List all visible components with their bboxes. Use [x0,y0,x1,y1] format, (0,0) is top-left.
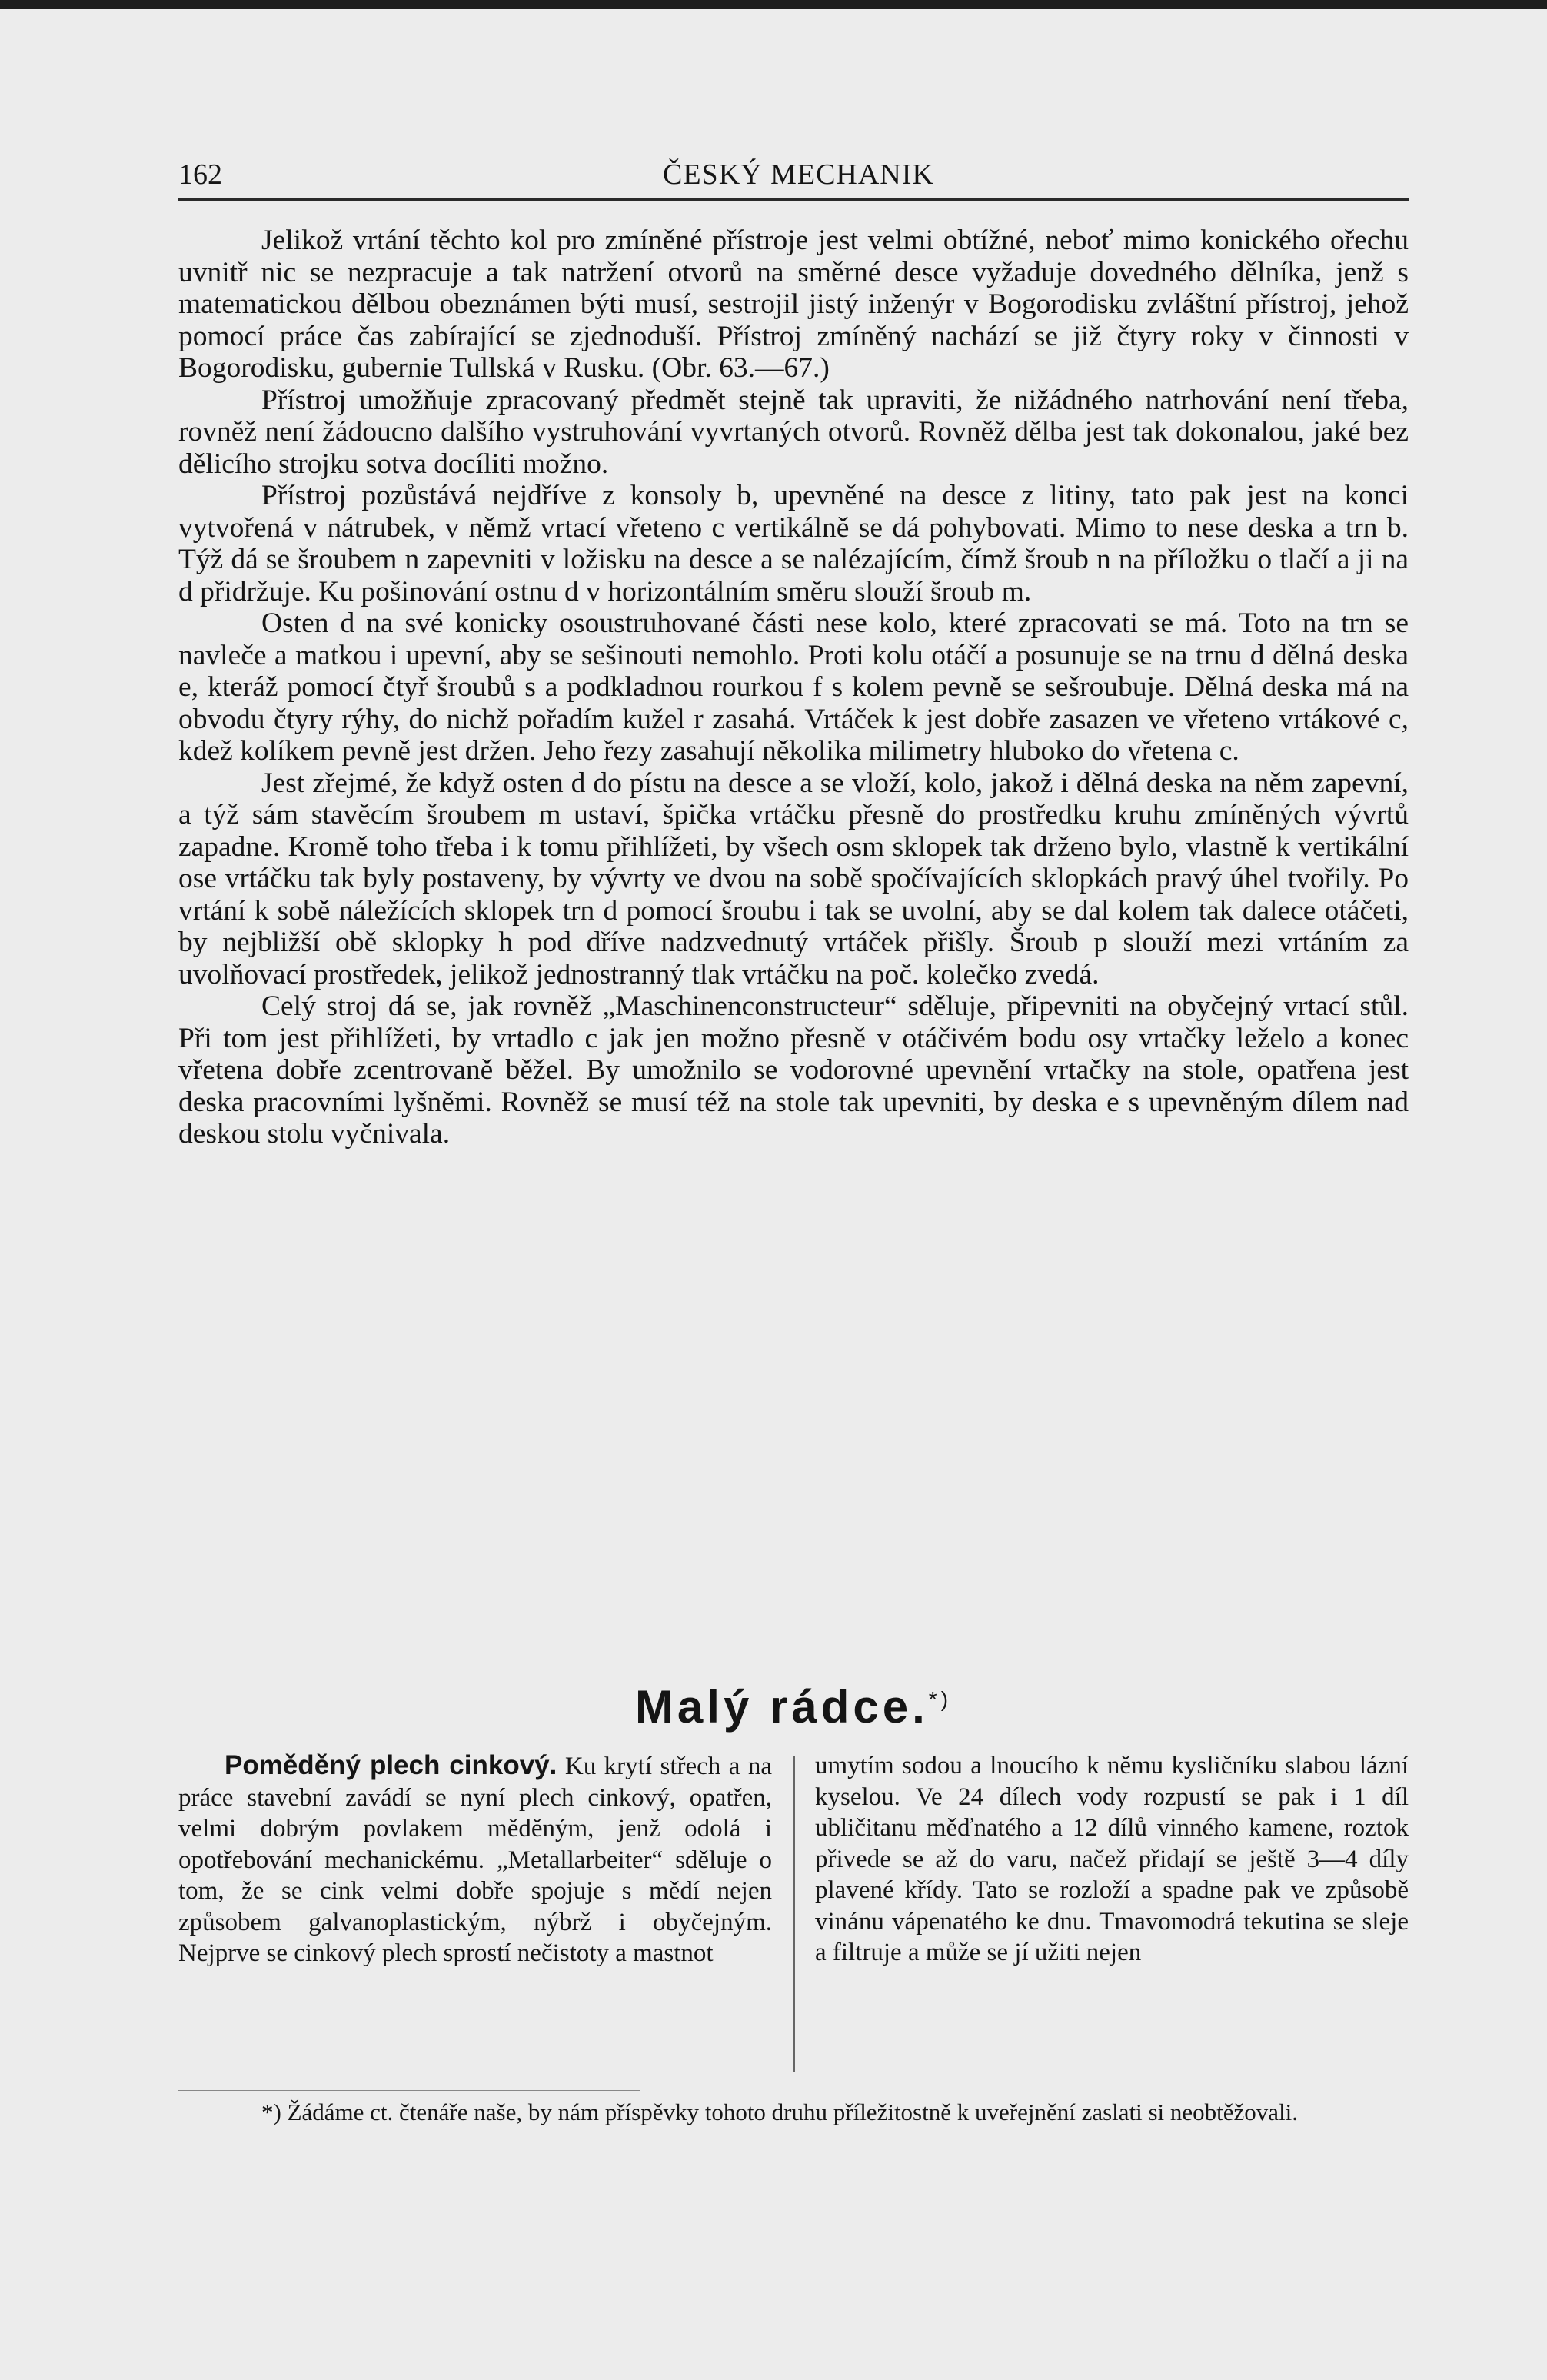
heading-footnote-mark: *) [928,1687,953,1711]
article-body [178,225,1409,1150]
paragraph: Jest zřejmé, že když osten d do pístu na desce a se vloží, kolo, jakož i dělná deska na něm zapevní, a týž sám stavěcím šroubem m ustaví, špička vrtáčku přesně do prostředku kruhu zmíněných vývrtů zapadne. Kromě toho třeba i k tomu přihlížeti, by všech osm sklopek tak drženo bylo, vlastně k vertikální ose vrtáčku tak byly postaveny, by vývrty ve dvou na sobě spočívajících sklopkách pravý úhel tvořily. Po vrtání k sobě náležících sklopek trn d pomocí šroubu i tak se uvolní, aby se dal kolem tak dalece otáčeti, by nejbližší obě sklopky h pod dříve nadzvednutý vrtáček přišly. Šroub p slouží mezi vrtáním za uvolňovací prostředek, jelikož jednostranný tlak vrtáčku na poč. kolečko zvedá. [178,767,1409,990]
paragraph: Přístroj pozůstává nejdříve z konsoly b, upevněné na desce z litiny, tato pak jest na konci vytvořená v nátrubek, v němž vrtací vřeteno c vertikálně se dá pohybovati. Mimo to nese deska a trn b. Týž dá se šroubem n zapevniti v ložisku na desce a se nalézajícím, čímž šroub n na příložku o tlačí a ji na d přidržuje. Ku pošinování ostnu d v horizontálním směru slouží šroub m. [178,480,1409,607]
footnote-rule [178,2090,640,2091]
section-heading [635,1669,952,1738]
left-column [178,1750,772,1969]
paragraph: Jelikož vrtání těchto kol pro zmíněné přístroje jest velmi obtížné, neboť mimo konického ořechu uvnitř nic se nezpracuje a tak natržení otvorů na směrné desce vyžaduje dovedného dělníka, jenž s matematickou dělbou obeznámen býti musí, sestrojil jistý inženýr v Bogorodisku zvláštní přístroj, jehož pomocí práce čas zabírající se zjednoduší. Přístroj zmíněný nachází se již čtyry roky v činnosti v Bogorodisku, gubernie Tullská v Rusku. (Obr. 63.—67.) [178,225,1409,384]
column-divider [793,1756,795,2072]
item-title: Poměděný plech cinkový. [225,1750,557,1780]
page-header [178,155,1409,194]
paragraph: Osten d na své konicky osoustruhované části nese kolo, které zpracovati se má. Toto na trn se navleče a matkou i upevní, aby se sešinouti nemohlo. Proti kolu otáčí a posunuje se na trnu d dělná deska e, kteráž pomocí čtyř šroubů s a podkladnou rourkou f s kolem pevně se sešroubuje. Dělná deska má na obvodu čtyry rýhy, do nichž pořadím kužel r zasahá. Vrtáček k jest dobře zasazen ve vřeteno vrtákové c, kdež kolíkem pevně jest držen. Jeho řezy zasahují několika milimetry hluboko do vřetena c. [178,607,1409,767]
scan-border [0,0,1547,9]
running-head: ČESKÝ MECHANIK [663,158,934,191]
footnote: *) Žádáme ct. čtenáře naše, by nám příspěvky tohoto druhu příležitostně k uveřejnění zaslati si neobtěžovali. [261,2099,1299,2125]
paragraph: Přístroj umožňuje zpracovaný předmět stejně tak upraviti, že nižádného natrhování není třeba, rovněž není žádoucno dalšího vystruhování vyvrtaných otvorů. Rovněž dělba jest tak dokonalou, jaké bez dělicího strojku sotva docíliti možno. [178,384,1409,480]
page-number: 162 [178,158,222,191]
section-heading-wrapper [178,1669,1409,1738]
header-rule [178,198,1409,201]
section-heading-text: Malý rádce. [634,1681,929,1733]
right-column: umytím sodou a lnoucího k němu kysličníku slabou lázní kyselou. Ve 24 dílech vody rozpustí se pak i 1 díl ubličitanu měďnatého a 12 dílů vinného kamene, roztok přivede se až do varu, načež přidají se ještě 3—4 díly plavené křídy. Tato se rozloží a spadne pak ve způsobě vinánu vápenatého ke dnu. Tmavomodrá tekutina se sleje a filtruje a může se jí užiti nejen [815,1752,1409,1966]
two-column-section [178,1750,1409,2081]
paragraph: Celý stroj dá se, jak rovněž „Maschinenconstructeur“ sděluje, připevniti na obyčejný vrtací stůl. Při tom jest přihlížeti, by vrtadlo c jak jen možno přesně v otáčivém bodu osy vrtačky leželo a konec vřetena dobře zcentrovaně běžel. By umožnilo se vodorovné upevnění vrtačky na stole, opatřena jest deska pracovními lyšněmi. Rovněž se musí též na stole tak upevniti, by deska e s upevněným dílem nad deskou stolu vyčnivala. [178,990,1409,1150]
left-column-text: Ku krytí střech a na práce stavební zavádí se nyní plech cinkový, opatřen, velmi dobrým povlakem měděným, jenž odolá i opotřebování mechanickému. „Metallarbeiter“ sděluje o tom, že se cink velmi dobře spojuje s mědí nejen způsobem galvanoplastickým, nýbrž i obyčejným. Nejprve se cinkový plech sprostí nečistoty a mastnot [178,1753,773,1967]
